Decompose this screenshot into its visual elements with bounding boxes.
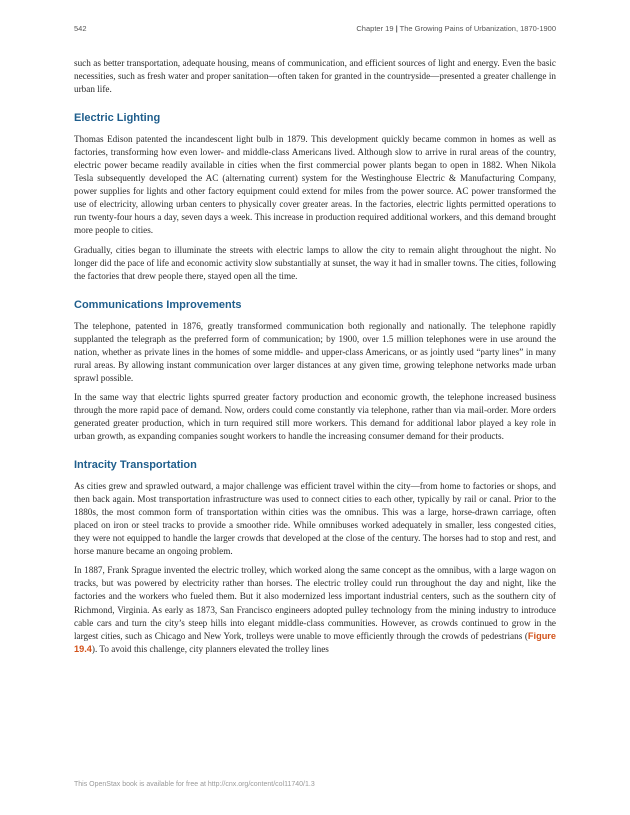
section-heading-communications-improvements: Communications Improvements (74, 298, 242, 311)
section-heading-intracity-transportation: Intracity Transportation (74, 459, 197, 472)
page-number: 542 (74, 24, 87, 33)
body-paragraph: In the same way that electric lights spurred greater factory production and economic growth, the telephone increased business through the more rapid pace of demand. Now, orders could come constantly via telephone, rather than via mail-order. More orders generated greater production, which in turn required still more workers. This demand for additional labor played a key role in urban growth, as expanding companies sought workers to handle the increasing consumer demand for their products. (74, 391, 556, 442)
body-paragraph-with-figure-link (74, 564, 556, 655)
page-header (74, 24, 556, 38)
running-chapter-title (356, 24, 556, 33)
page-footer: This OpenStax book is available for free at http://cnx.org/content/col11740/1.3 (74, 781, 315, 788)
paragraph-text-after-link: ). To avoid this challenge, city planners elevated the trolley lines (91, 643, 329, 654)
body-paragraph: Thomas Edison patented the incandescent light bulb in 1879. This development quickly became common in homes as well as factories, transforming how even lower- and middle-class Americans lived. Although slow to arrive in rural areas of the country, electric power became readily available in cities when the first commercial power plants began to open in 1882. When Nikola Tesla subsequently developed the AC (alternating current) system for the Westinghouse Electric & Manufacturing Company, power supplies for lights and other factory equipment could extend for miles from the power source. AC power transformed the use of electricity, allowing urban centers to physically cover greater areas. In the factories, electric lights permitted operations to run twenty-four hours a day, seven days a week. This increase in production required additional workers, and this demand brought more people to cities. (74, 134, 556, 236)
section-heading-electric-lighting: Electric Lighting (74, 112, 161, 125)
body-paragraph: Gradually, cities began to illuminate the streets with electric lamps to allow the city to remain alight throughout the night. No longer did the pace of life and economic activity slow substantially at sunset, the way it had in smaller towns. The cities, following the factories that drew people there, stayed open all the time. (74, 244, 556, 281)
chapter-name: The Growing Pains of Urbanization, 1870-1900 (399, 24, 556, 33)
chapter-label: Chapter 19 (356, 24, 394, 33)
header-separator: | (395, 24, 398, 33)
body-paragraph: The telephone, patented in 1876, greatly transformed communication both regionally and nationally. The telephone rapidly supplanted the telegraph as the preferred form of communication; by 1900, over 1.5 million telephones were in use around the nation, whether as private lines in the homes of some middle- and upper-class Americans, or as jointly used “party lines” in many rural areas. By allowing instant communication over larger distances at any given time, growing telephone networks made urban sprawl possible. (74, 320, 556, 383)
body-paragraph: As cities grew and sprawled outward, a major challenge was efficient travel within the city—from home to factories or shops, and then back again. Most transportation infrastructure was used to connect cities to each other, typically by rail or canal. Prior to the 1880s, the most common form of transportation within cities was the omnibus. This was a large, horse-drawn carriage, often placed on iron or steel tracks to provide a smoother ride. While omnibuses worked adequately in smaller, less congested cities, they were not equipped to handle the larger crowds that developed at the close of the century. The horses had to stop and rest, and horse manure became an ongoing problem. (74, 481, 556, 557)
page-content (74, 57, 556, 662)
paragraph-text-before-link: In 1887, Frank Sprague invented the electric trolley, which worked along the same concept as the omnibus, with a large wagon on tracks, but was powered by electricity rather than horses. The electric trolley could run throughout the day and night, like the factories and the workers who fueled them. But it also modernized less important industrial centers, such as the southern city of Richmond, Virginia. As early as 1873, San Francisco engineers adopted pulley technology from the mining industry to introduce cable cars and turn the city’s steep hills into elegant middle-class communities. However, as crowds continued to grow in the largest cities, such as Chicago and New York, trolleys were unable to move efficiently through the crowds of pedestrians ( (74, 565, 556, 641)
figure-19-4-link[interactable]: Figure 19.4 (74, 630, 556, 654)
intro-paragraph: such as better transportation, adequate housing, means of communication, and efficient sources of light and energy. Even the basic necessities, such as fresh water and proper sanitation—often taken for granted in the countryside—presented a greater challenge in urban life. (74, 58, 556, 95)
